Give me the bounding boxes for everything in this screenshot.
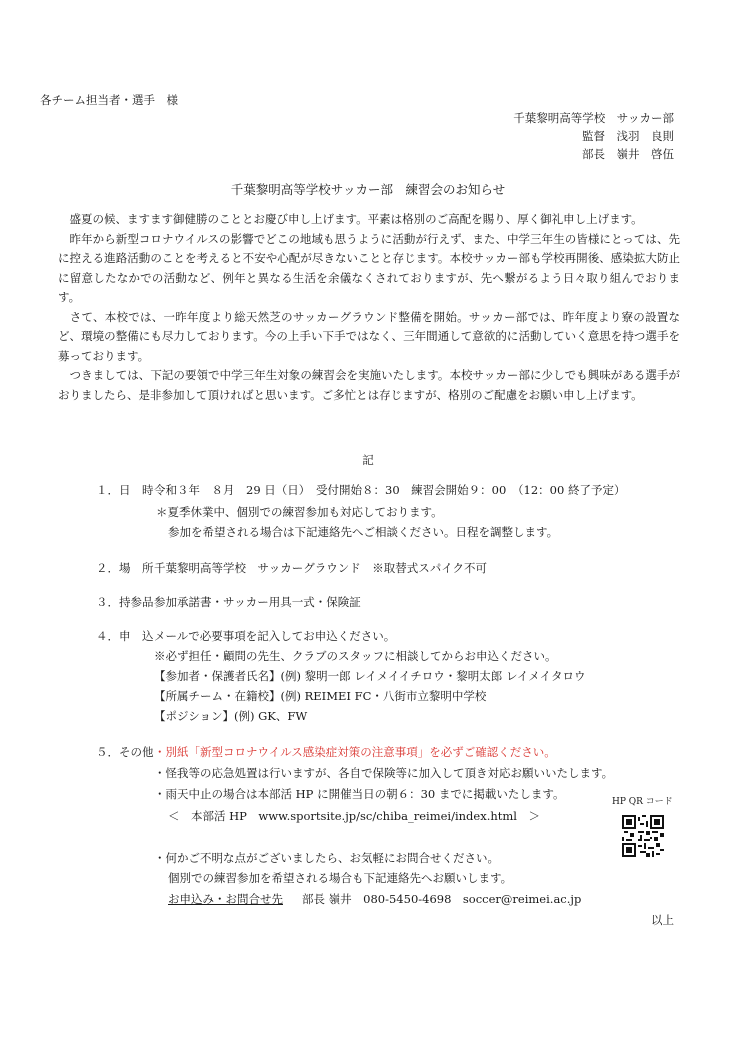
item-other-line1: ・別紙「新型コロナウイルス感染症対策の注意事項」を必ずご確認ください。 [154,745,556,759]
intro-body [58,210,680,405]
sender-coach: 監督 浅羽 良則 [582,129,674,143]
intro-paragraph-3: さて、本校では、一昨年度より総天然芝のサッカーグラウンド整備を開始。サッカー部では、昨年度より寮の設置など、環境の整備にも尽力しております。今の上手い下手ではなく、三年間通して意欲的に活動していく意思を持つ選手を募っております。 [58,309,680,363]
item-other-hp-link[interactable]: ＜ 本部活 HP www.sportsite.jp/sc/chiba_reimei/index.html ＞ [168,809,540,823]
ki-heading: 記 [362,453,374,467]
item-apply-line2: ※必ず担任・顧問の先生、クラブのスタッフに相談してからお申込ください。 [154,649,557,663]
item-date-label: １．日 時 [96,483,154,497]
item-other-line5: 個別での練習参加を希望される場合も下記連絡先へお願いします。 [168,871,513,885]
item-apply-line4: 【所属チーム・在籍校】(例) REIMEI FC・八街市立黎明中学校 [154,689,487,703]
item-date-note1: ＊夏季休業中、個別での練習参加も対応しております。 [156,505,443,519]
intro-paragraph-4: つきましては、下記の要領で中学三年生対象の練習会を実施いたします。本校サッカー部に少しでも興味がある選手がおりましたら、是非参加して頂ければと思います。ご多忙とは存じますが、格別のご配慮をお願い申し上げます。 [58,368,680,402]
contact-label: お申込み・お問合せ先 [168,892,283,906]
item-apply-label: ４．申 込 [96,629,154,643]
closing: 以上 [651,913,674,927]
qr-code-icon[interactable] [622,815,664,857]
item-other-line4: ・何かご不明な点がございましたら、お気軽にお問合せください。 [154,851,499,865]
addressee: 各チーム担当者・選手 様 [40,93,178,107]
item-place-label: ２．場 所 [96,561,154,575]
intro-paragraph-1: 盛夏の候、ますます御健勝のこととお慶び申し上げます。平素は格別のご高配を賜り、厚く御礼申し上げます。 [58,212,643,226]
item-bring-label: ３．持参品 [96,595,154,609]
item-bring-main: 参加承諾書・サッカー用具一式・保険証 [154,595,361,609]
sender-school: 千葉黎明高等学校 サッカー部 [513,111,674,125]
item-apply-line5: 【ポジション】(例) GK、FW [154,709,308,723]
page-title: 千葉黎明高等学校サッカー部 練習会のお知らせ [230,182,506,197]
item-apply-line1: メールで必要事項を記入してお申込ください。 [154,629,396,643]
item-apply-line3: 【参加者・保護者氏名】(例) 黎明一郎 レイメイイチロウ・黎明太郎 レイメイタロウ [154,669,586,683]
item-place-main: 千葉黎明高等学校 サッカーグラウンド ※取替式スパイク不可 [154,561,488,575]
item-date-main: 令和３年 ８月 29 日（日） 受付開始８：30 練習会開始９：00 （12：00 終了予定） [154,483,626,497]
item-other-label: ５．その他 [96,745,154,759]
qr-label: HP QR コード [612,797,673,807]
sender-manager: 部長 嶺井 啓伍 [582,147,674,161]
item-other-line2: ・怪我等の応急処置は行いますが、各自で保険等に加入して頂き対応お願いいたします。 [154,766,614,780]
intro-paragraph-2: 昨年から新型コロナウイルスの影響でどこの地域も思うように活動が行えず、また、中学三年生の皆様にとっては、先に控える進路活動のことを考えると不安や心配が尽きないことと存じます。本校サッカー部も学校再開後、感染拡大防止に留意したなかでの活動など、例年と異なる生活を余儀なくされておりますが、先へ繋がるよう日々取り組んでおります。 [58,231,680,304]
item-date-note2: 参加を希望される場合は下記連絡先へご相談ください。日程を調整します。 [168,525,559,539]
contact-info: 部長 嶺井 080-5450-4698 soccer@reimei.ac.jp [302,892,582,906]
item-other-line3: ・雨天中止の場合は本部活 HP に開催当日の朝６：30 までに掲載いたします。 [154,787,565,801]
